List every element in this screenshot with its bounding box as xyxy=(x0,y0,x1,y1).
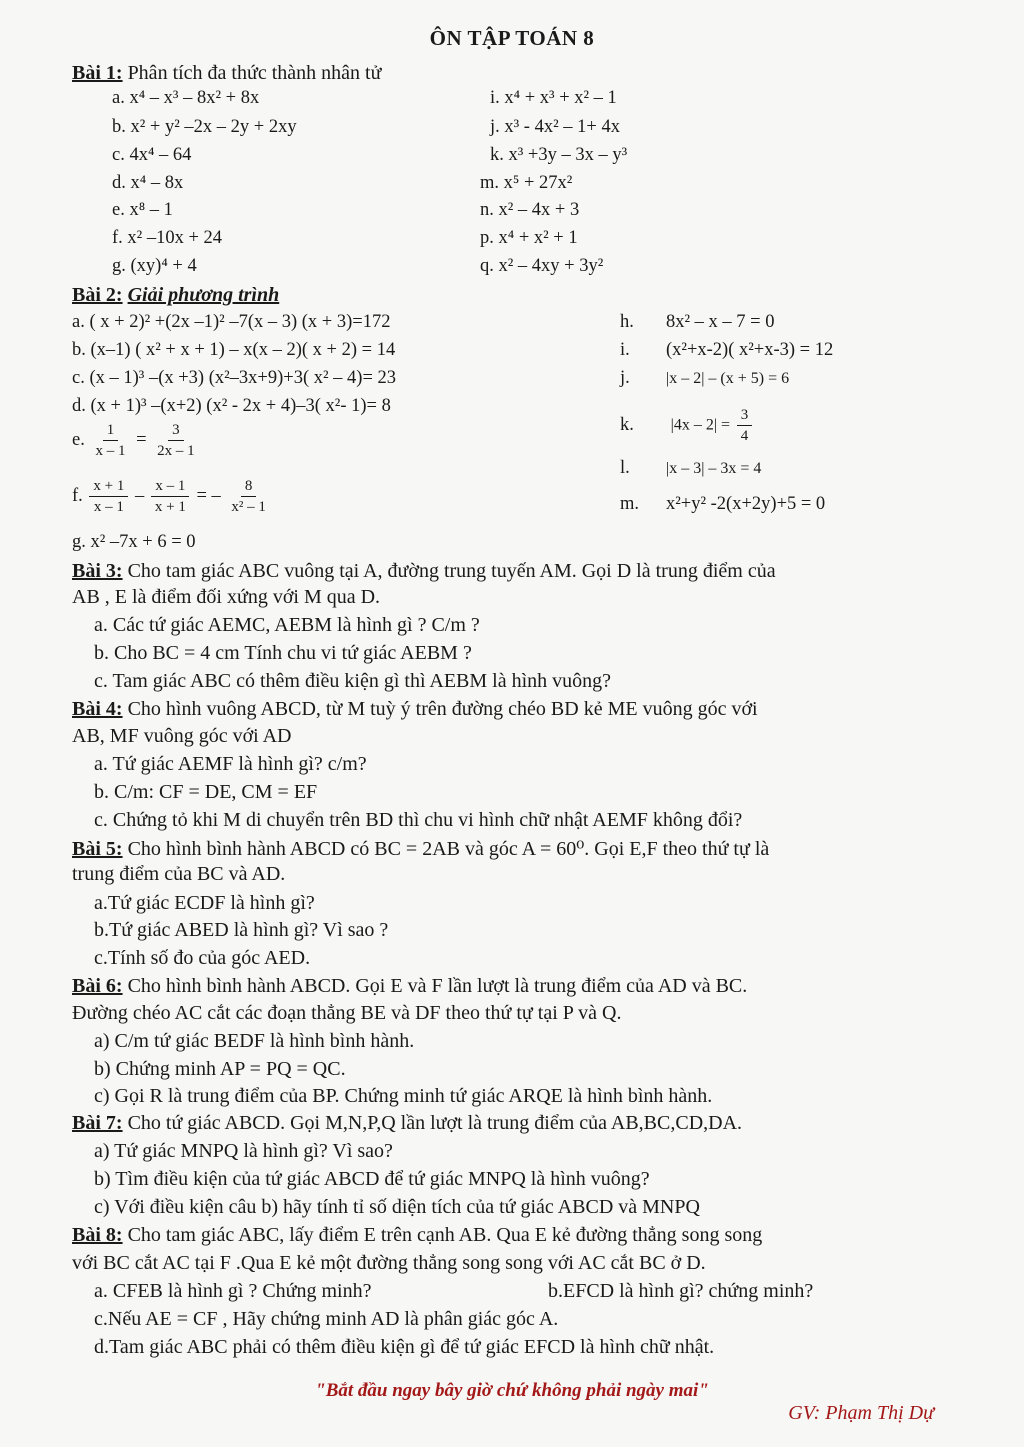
bai1-n: n. x² – 4x + 3 xyxy=(480,200,580,220)
bai4-item-a: a. Tứ giác AEMF là hình gì? c/m? xyxy=(94,753,367,775)
bai8-item-b: b.EFCD là hình gì? chứng minh? xyxy=(548,1280,814,1302)
bai6-item-b: b) Chứng minh AP = PQ = QC. xyxy=(94,1058,346,1080)
bai3-item-c: c. Tam giác ABC có thêm điều kiện gì thì AEBM là hình vuông? xyxy=(94,670,612,692)
bai1-e: e. x⁸ – 1 xyxy=(112,200,173,220)
bai1-a: a. x⁴ – x³ – 8x² + 8x xyxy=(112,88,260,108)
bai4-line1: Bài 4: Cho hình vuông ABCD, từ M tuỳ ý trên đường chéo BD kẻ ME vuông góc với xyxy=(72,698,758,720)
bai3-item-b: b. Cho BC = 4 cm Tính chu vi tứ giác AEBM ? xyxy=(94,642,472,664)
bai2-label: Bài 2: xyxy=(72,284,123,306)
bai2-k: k. |4x – 2| = $\frac{3}{4}$ xyxy=(620,405,754,446)
bai3-line1: Bài 3: Cho tam giác ABC vuông tại A, đường trung tuyến AM. Gọi D là trung điểm của xyxy=(72,560,776,582)
bai7-line1: Bài 7: Cho tứ giác ABCD. Gọi M,N,P,Q lần lượt là trung điểm của AB,BC,CD,DA. xyxy=(72,1112,743,1134)
bai7-item-b: b) Tìm điều kiện của tứ giác ABCD để tứ giác MNPQ là hình vuông? xyxy=(94,1168,650,1190)
bai7-item-c: c) Với điều kiện câu b) hãy tính tỉ số diện tích của tứ giác ABCD và MNPQ xyxy=(94,1196,700,1218)
bai5-item-a: a.Tứ giác ECDF là hình gì? xyxy=(94,892,315,914)
bai6-item-a: a) C/m tứ giác BEDF là hình bình hành. xyxy=(94,1030,415,1052)
bai2-a: a. ( x + 2)² +(2x –1)² –7(x – 3) (x + 3)=172 xyxy=(72,312,391,332)
bai2-e: e. $\frac{1}{x - 1}$ = $\frac{3}{2x - 1}$ xyxy=(72,422,195,459)
bai2-j: j. |x – 2| – (x + 5) = 6 xyxy=(620,368,790,388)
bai7-item-a: a) Tứ giác MNPQ là hình gì? Vì sao? xyxy=(94,1140,393,1162)
bai1-label: Bài 1: xyxy=(72,62,123,84)
bai2-i: i. (x²+x-2)( x²+x-3) = 12 xyxy=(620,340,834,360)
bai2-c: c. (x – 1)³ –(x +3) (x²–3x+9)+3( x² – 4)= 23 xyxy=(72,368,397,388)
bai2-f: f. $\frac{x + 1}{x - 1}$ – $\frac{x - 1}{x + 1}$ = – $\frac{8}{\text{x² – 1}}$ xyxy=(72,478,266,515)
bai6-item-c: c) Gọi R là trung điểm của BP. Chứng minh tứ giác ARQE là hình bình hành. xyxy=(94,1085,713,1107)
bai1-heading xyxy=(72,62,381,85)
bai4-line2: AB, MF vuông góc với AD xyxy=(72,725,292,747)
bai4-item-c: c. Chứng tỏ khi M di chuyển trên BD thì chu vi hình chữ nhật AEMF không đổi? xyxy=(94,809,743,831)
motivational-quote: "Bắt đầu ngay bây giờ chứ không phải ngày mai" xyxy=(315,1380,709,1401)
bai2-h: h. 8x² – x – 7 = 0 xyxy=(620,312,775,332)
bai1-text: Phân tích đa thức thành nhân tử xyxy=(127,62,382,84)
bai3-line2: AB , E là điểm đối xứng với M qua D. xyxy=(72,586,381,608)
bai1-b: b. x² + y² –2x – 2y + 2xy xyxy=(112,117,297,137)
bai5-item-b: b.Tứ giác ABED là hình gì? Vì sao ? xyxy=(94,919,389,941)
bai8-item-c: c.Nếu AE = CF , Hãy chứng minh AD là phân giác góc A. xyxy=(94,1308,559,1330)
bai2-heading xyxy=(72,284,279,307)
bai2-d: d. (x + 1)³ –(x+2) (x² - 2x + 4)–3( x²- 1)= 8 xyxy=(72,396,391,416)
bai2-b: b. (x–1) ( x² + x + 1) – x(x – 2)( x + 2) = 14 xyxy=(72,340,396,360)
bai1-d: d. x⁴ – 8x xyxy=(112,173,184,193)
bai4-item-b: b. C/m: CF = DE, CM = EF xyxy=(94,781,318,803)
bai6-line2: Đường chéo AC cắt các đoạn thẳng BE và DF theo thứ tự tại P và Q. xyxy=(72,1002,622,1024)
bai1-j: j. x³ - 4x² – 1+ 4x xyxy=(490,117,620,137)
bai8-line1: Bài 8: Cho tam giác ABC, lấy điểm E trên cạnh AB. Qua E kẻ đường thẳng song song xyxy=(72,1224,763,1246)
bai6-line1: Bài 6: Cho hình bình hành ABCD. Gọi E và F lần lượt là trung điểm của AD và BC. xyxy=(72,975,748,997)
bai2-text: Giải phương trình xyxy=(127,284,280,306)
bai8-item-d: d.Tam giác ABC phải có thêm điều kiện gì để tứ giác EFCD là hình chữ nhật. xyxy=(94,1336,715,1358)
bai1-f: f. x² –10x + 24 xyxy=(112,228,223,248)
bai1-q: q. x² – 4xy + 3y² xyxy=(480,256,604,276)
bai5-item-c: c.Tính số đo của góc AED. xyxy=(94,947,311,969)
bai2-m: m. x²+y² -2(x+2y)+5 = 0 xyxy=(620,494,826,514)
page-title: ÔN TẬP TOÁN 8 xyxy=(429,26,595,50)
bai8-item-a: a. CFEB là hình gì ? Chứng minh? xyxy=(94,1280,372,1302)
bai1-m: m. x⁵ + 27x² xyxy=(480,173,573,193)
bai1-k: k. x³ +3y – 3x – y³ xyxy=(490,145,628,165)
bai1-g: g. (xy)⁴ + 4 xyxy=(112,256,197,276)
bai5-line1: Bài 5: Cho hình bình hành ABCD có BC = 2AB và góc A = 60⁰. Gọi E,F theo thứ tự là xyxy=(72,838,770,860)
bai2-g: g. x² –7x + 6 = 0 xyxy=(72,532,196,552)
bai2-l: l. |x – 3| – 3x = 4 xyxy=(620,458,762,478)
bai1-i: i. x⁴ + x³ + x² – 1 xyxy=(490,88,617,108)
teacher-signature: GV: Phạm Thị Dự xyxy=(788,1402,934,1424)
bai5-line2: trung điểm của BC và AD. xyxy=(72,863,286,885)
bai1-p: p. x⁴ + x² + 1 xyxy=(480,228,578,248)
bai8-line2: với BC cắt AC tại F .Qua E kẻ một đường thẳng song song với AC cắt BC ở D. xyxy=(72,1252,706,1274)
bai1-c: c. 4x⁴ – 64 xyxy=(112,145,192,165)
bai3-item-a: a. Các tứ giác AEMC, AEBM là hình gì ? C/m ? xyxy=(94,614,480,636)
